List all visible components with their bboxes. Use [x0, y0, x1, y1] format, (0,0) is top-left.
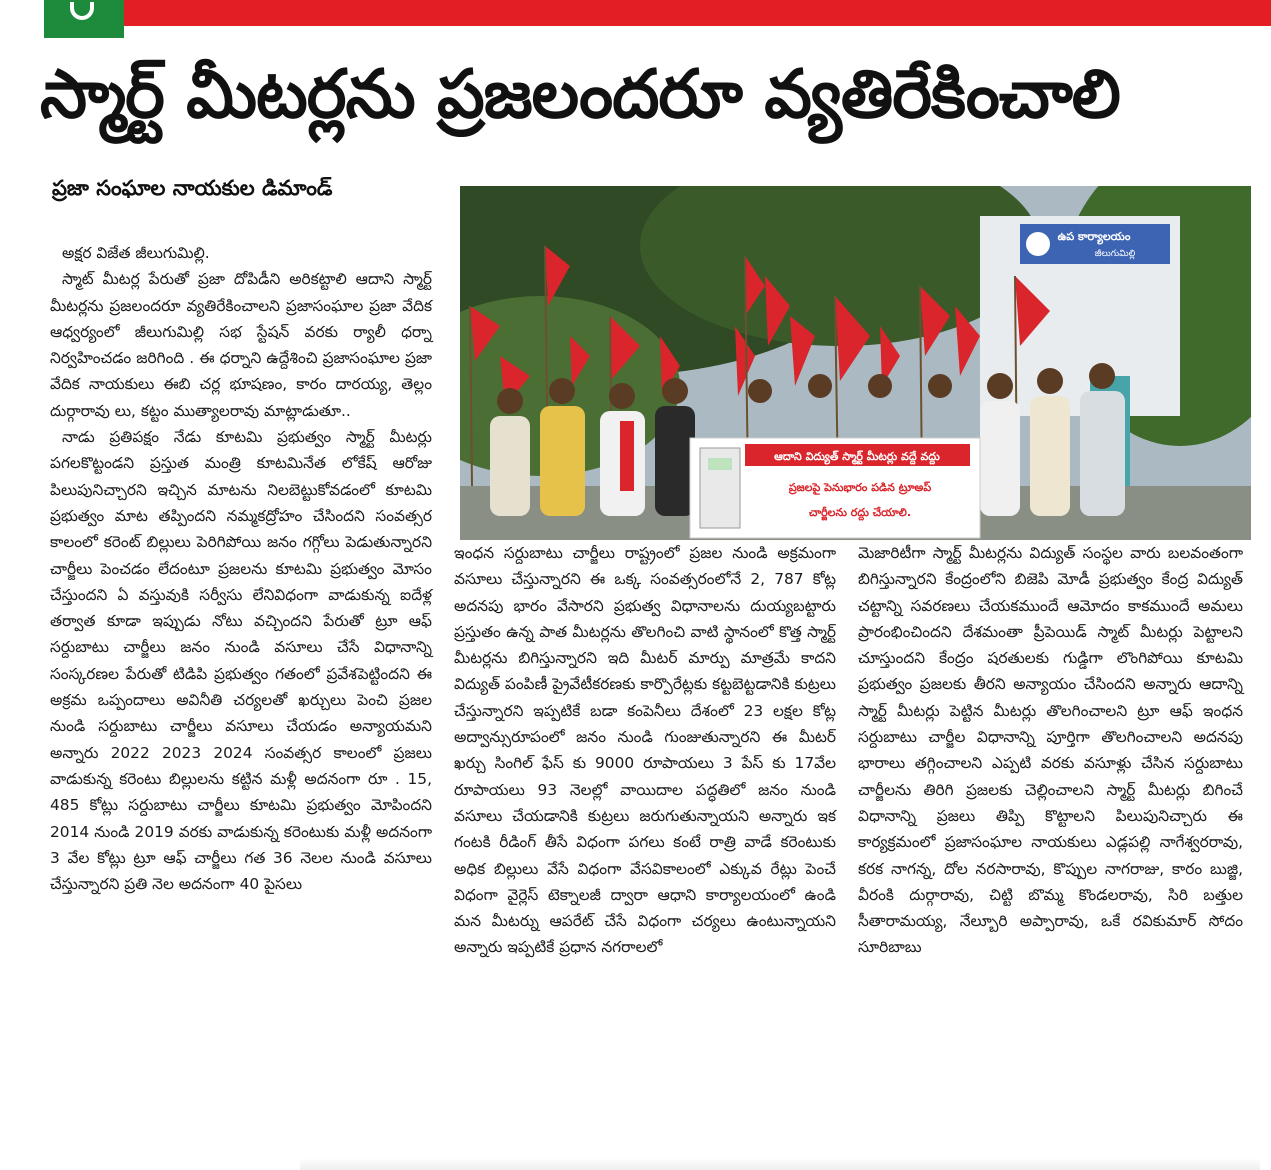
article-column-2: [454, 540, 836, 961]
paragraph: స్మాట్ మీటర్ల పేరుతో ప్రజా దోపిడీని అరికట్టాలి ఆదాని స్మార్ట్ మీటర్లను ప్రజలందరూ వ్యతిరేకించాలని ప్రజాసంఘాల ప్రజా వేదిక ఆధ్వర్యంలో జీలుగుమిల్లి సభ స్టేషన్ వరకు ర్యాలీ ధర్నా నిర్వహించడం జరిగింది . ఈ ధర్నాని ఉద్దేశించి ప్రజాసంఘాల ప్రజా వేదిక నాయకులు ఈబి చర్ల భూషణం, కారం దారయ్య, తెల్లం దుర్గారావు లు, కట్టం ముత్యాలరావు మాట్లాడుతూ..: [50, 270, 432, 420]
cut-edge: [300, 1158, 1260, 1170]
protest-photo: [460, 186, 1251, 540]
banner-line-1: ఆదాని విద్యుత్ స్మార్ట్ మీటర్లు వద్దే వద్దు: [774, 450, 940, 463]
article-column-3: [858, 540, 1243, 961]
paragraph: నాడు ప్రతిపక్షం నేడు కూటమి ప్రభుత్వం స్మార్ట్ మీటర్లు పగలకొట్టండని ప్రస్తుత మంత్రి కూటమినేత లోకేష్ ఆరోజు పిలుపునిచ్చారని ఇచ్చిన మాటను నిలబెట్టుకోవడంలో కూటమి ప్రభుత్వం మాట తప్పిందని నమ్మకద్రోహం చేసిందని సంవత్సర కాలంలో కరెంట్ బిల్లులు పెరిగిపోయి జనం గగ్గోలు పెడుతున్నారని చార్జీలు పెంచడం లేదంటూ ప్రజలను కూటమి ప్రభుత్వం మోసం చేస్తుందని ఏ వస్తువుకి సర్వీసు లేనివిధంగా వాడుకున్న ఐదేళ్ల తర్వాత కూడా ఇప్పుడు నోటు వచ్చిందని పేరుతో ట్రూ ఆఫ్ సర్దుబాటు చార్జీలు జనం నుండి వసూలు చేసే విధానాన్ని సంస్కరణల పేరుతో టిడిపి ప్రభుత్వం గతంలో ప్రవేశపెట్టిందని ఈ అక్రమ ఒప్పందాలు అవినీతి చర్యలతో ఖర్చులు పెంచి ప్రజల నుండి సర్దుబాటు చార్జీలు వసూలు చేయడం అన్యాయమని అన్నారు 2022 2023 2024 సంవత్సర కాలంలో ప్రజలు వాడుకున్న కరెంటు బిల్లులను కట్టిన మళ్లీ అదనంగా రూ . 15, 485 కోట్లు సర్దుబాటు చార్జీలు కూటమి ప్రభుత్వం మోపిందని 2014 నుండి 2019 వరకు వాడుకున్న కరెంటుకు మళ్లీ అదనంగా 3 వేల కోట్లు ట్రూ ఆఫ్ చార్జీలు గత 36 నెలల నుండి వసూలు చేస్తున్నారని ప్రతి నెల అదనంగా 40 పైసలు: [50, 428, 432, 894]
subheading: ప్రజా సంఘాల నాయకుల డిమాండ్: [52, 176, 333, 200]
office-logo-icon: [1026, 232, 1050, 256]
headline: స్మార్ట్ మీటర్లను ప్రజలందరూ వ్యతిరేకించాలి: [40, 55, 1120, 133]
banner-line-3: చార్జీలను రద్దు చేయాలి.: [808, 506, 912, 519]
top-color-bar: [124, 0, 1271, 26]
office-sign: ఉప కార్యాలయం: [1057, 230, 1131, 243]
banner-line-2: ప్రజలపై పెనుభారం పడిన ట్రూఅప్: [788, 481, 932, 494]
publication-logo: [44, 0, 124, 38]
paragraph: ఇంధన సర్దుబాటు చార్జీలు రాష్ట్రంలో ప్రజల నుండి అక్రమంగా వసూలు చేస్తున్నారని ఈ ఒక్క సంవత్సరంలోనే 2, 787 కోట్ల అదనపు భారం వేసారని ప్రభుత్వ విధానాలను దుయ్యబట్టారు ప్రస్తుతం ఉన్న పాత మీటర్లను తొలగించి వాటి స్థానంలో కొత్త స్మార్ట్ మీటర్లను బిగిస్తున్నారని ఇది మీటర్ మార్పు మాత్రమే కాదని విద్యుత్ పంపిణీ ప్రైవేటీకరణకు కార్పొరేట్లకు కట్టబెట్టడానికి కుట్రలు చేస్తున్నారని ఇప్పటికే బడా కంపెనీలు దేశంలో 23 లక్షల కోట్ల అద్వాన్సురూపంలో జనం నుండి గుంజుతున్నారని ఈ మీటర్ ఖర్చు సింగిల్ ఫేస్ కు 9000 రూపాయలు 3 పేస్ కు 17వేల రూపాయలు 93 నెలల్లో వాయిదాల పద్ధతిలో జనం నుండి వసూలు చేయడానికి కుట్రలు జరుగుతున్నాయని అన్నారు ఇక గంటకి రీడింగ్ తీసే విధంగా పగలు కంటే రాత్రి వాడే కరెంటుకు అధిక బిల్లులు వేసే విధంగా వేసవికాలంలో ఎక్కువ రేట్లు పెంచే విధంగా వైర్లెస్ టెక్నాలజీ ద్వారా ఆధాని కార్యాలయంలో ఉండి మన మీటర్ను ఆపరేట్ చేసే విధంగా చర్యలు ఉంటున్నాయని అన్నారు ఇప్పటికే ప్రధాన నగరాలలో: [454, 544, 836, 957]
article-column-1: [50, 240, 432, 897]
protest-banner: [690, 438, 980, 538]
dateline: అక్షర విజేత జీలుగుమిల్లి.: [62, 244, 210, 262]
paragraph: మెజారిటీగా స్మార్ట్ మీటర్లను విద్యుత్ సంస్థల వారు బలవంతంగా బిగిస్తున్నారని కేంద్రంలోని బిజెపి మోడీ ప్రభుత్వం కేంద్ర విద్యుత్ చట్టాన్ని సవరణలు చేయకముందే ఆమోదం కాకముందే అమలు ప్రారంభించిందని దేశమంతా ప్రీపెయిడ్ స్మాట్ మీటర్లు పెట్టాలని చూస్తుందని కేంద్రం షరతులకు గుడ్డిగా లొంగిపోయి కూటమి ప్రభుత్వం ప్రజలకు తీరని అన్యాయం చేసిందని అన్నారు ఆదాన్ని స్మార్ట్ మీటర్లు పెట్టిన మీటర్లు తొలగించాలని ట్రూ ఆఫ్ ఇంధన సర్దుబాటు చార్జీల విధానాన్ని పూర్తిగా తొలగించాలని అదనపు భారాలు తగ్గించాలని ఎప్పటి వరకు వసూళ్లు చేసిన సర్దుబాటు చార్జీలను తిరిగి ప్రజలకు చెల్లించాలని స్మార్ట్ మీటర్లు బిగించే విధానాన్ని ప్రజలు తిప్పి కొట్టాలని పిలుపునిచ్చారు ఈ కార్యక్రమంలో ప్రజాసంఘాల నాయకులు ఎడ్లపల్లి నాగేశ్వరరావు, కరక నాగన్న, దోల నరసారావు, కొప్పుల నాగరాజు, కారం బుజ్జి, వీరంకి దుర్గారావు, చిట్టి బొమ్మ కొండలరావు, సిరి బత్తుల సీతారామయ్య, నేల్బూరి అప్పారావు, ఒకే రవికుమార్ సోదం సూరిబాబు: [858, 544, 1243, 957]
publication-logo-icon: [70, 2, 94, 20]
office-sign-sub: జీలుగుమిల్లి: [1094, 249, 1136, 259]
